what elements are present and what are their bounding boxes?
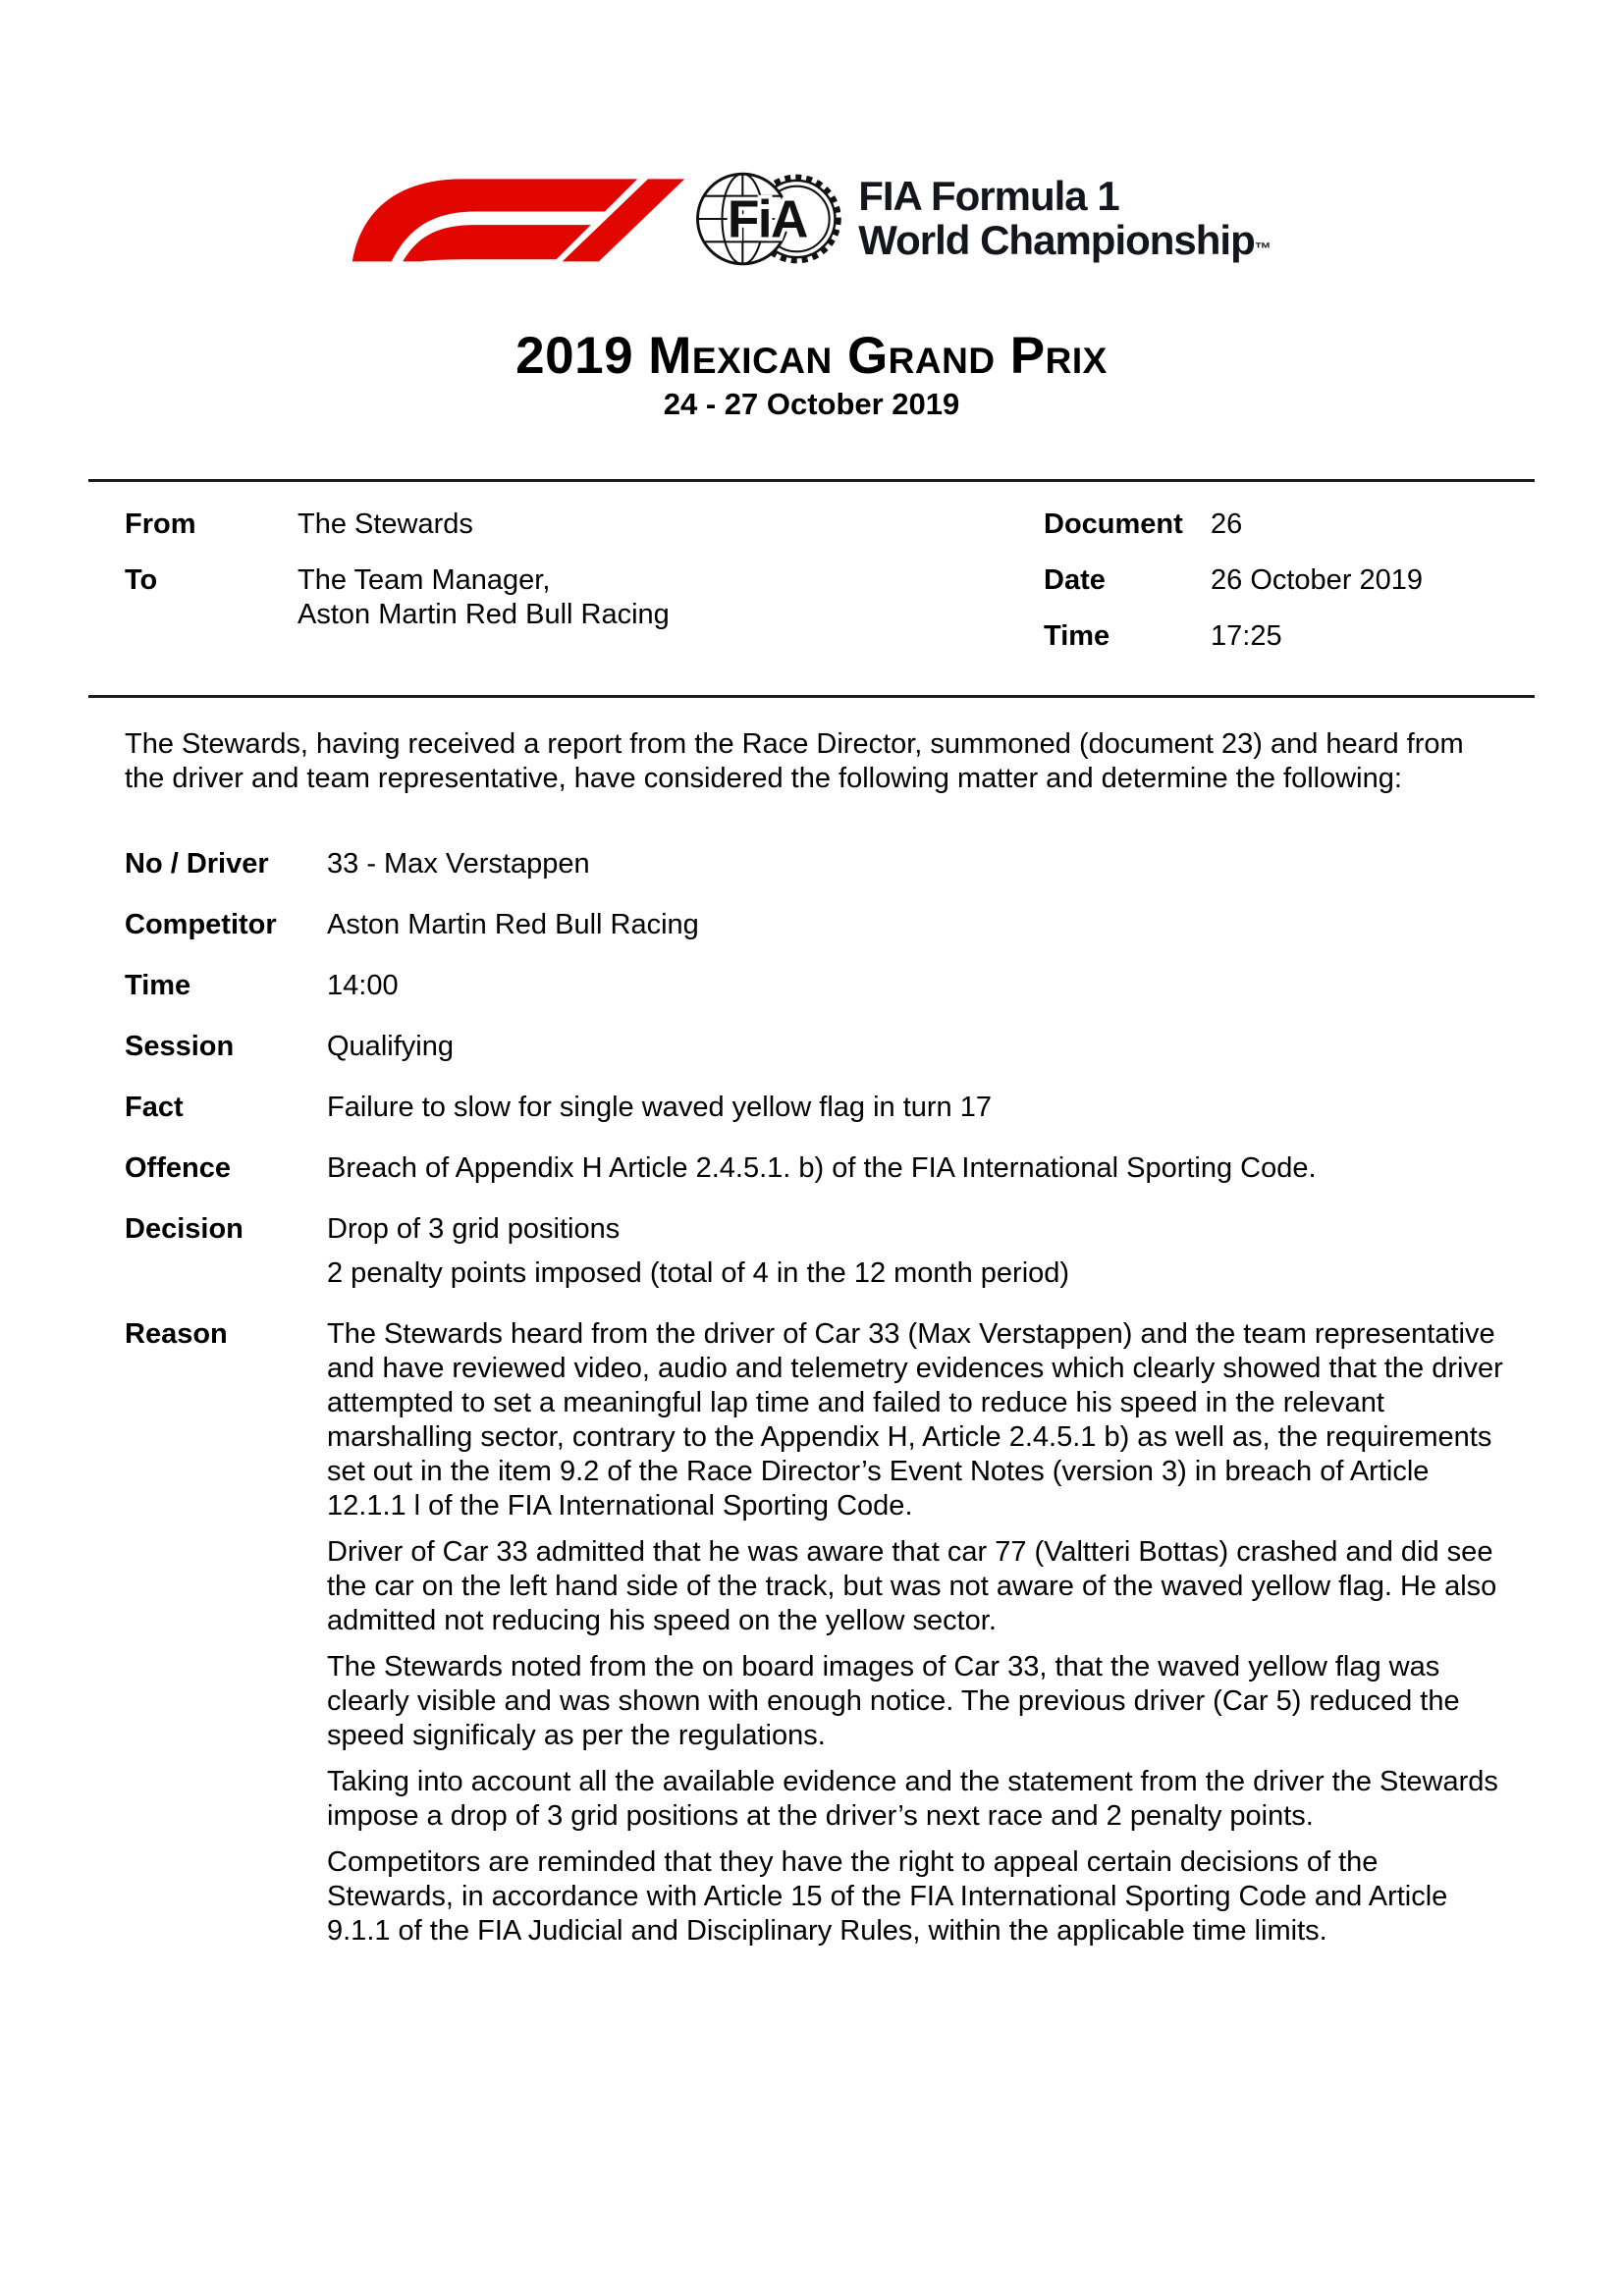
row-label: No / Driver xyxy=(125,848,269,881)
fia-logo-letters: FiA xyxy=(728,190,808,249)
brand-line1: FIA Formula 1 xyxy=(858,173,1119,220)
row-label: Competitor xyxy=(125,909,277,941)
decision-line: Drop of 3 grid positions xyxy=(327,1213,621,1246)
f1-logo-icon xyxy=(352,176,685,262)
row-label: Session xyxy=(125,1031,235,1063)
meta-from-to xyxy=(125,507,670,654)
date-value: 26 October 2019 xyxy=(1211,564,1424,597)
row-label: Reason xyxy=(125,1318,228,1351)
time-value: 17:25 xyxy=(1211,620,1282,653)
reason-paragraph: Taking into account all the available evidence and the statement from the driver the Stewards impose a drop of 3 grid positions at the driver’s next race and 2 penalty points. xyxy=(327,1766,1498,1833)
row-reason xyxy=(125,1317,1505,1949)
row-label: Offence xyxy=(125,1152,231,1185)
fia-logo-icon xyxy=(695,167,842,271)
to-label: To xyxy=(125,564,158,597)
meta-document-info xyxy=(1044,507,1535,654)
meta-section xyxy=(125,507,1535,654)
reason-paragraph: The Stewards noted from the on board images of Car 33, that the waved yellow flag was clearly visible and was shown with enough notice. The previous driver (Car 5) reduced the speed significaly as per the regulations. xyxy=(327,1651,1460,1752)
row-label: Fact xyxy=(125,1092,184,1124)
event-dates: 24 - 27 October 2019 xyxy=(663,387,960,422)
from-label: From xyxy=(125,508,196,541)
divider-top xyxy=(88,479,1535,482)
row-session xyxy=(125,1030,1505,1064)
row-offence xyxy=(125,1151,1505,1186)
row-fact xyxy=(125,1091,1505,1125)
row-label: Time xyxy=(125,970,191,1002)
decision-line: 2 penalty points imposed (total of 4 in the 12 month period) xyxy=(327,1257,1070,1290)
date-label: Date xyxy=(1044,564,1106,597)
row-value: 14:00 xyxy=(327,970,399,1002)
row-value xyxy=(327,1212,1505,1291)
brand-wordmark xyxy=(858,175,1271,263)
document-value: 26 xyxy=(1211,508,1243,541)
brand-line2: World Championship™ xyxy=(858,217,1271,263)
reason-paragraph: Competitors are reminded that they have the right to appeal certain decisions of the Stewards, in accordance with Article 15 of the FIA International Sporting Code and Article 9.1.1 of the FIA Judicial and Disciplinary Rules, within the applicable time limits. xyxy=(327,1846,1448,1948)
row-value: Breach of Appendix H Article 2.4.5.1. b) of the FIA International Sporting Code. xyxy=(327,1152,1317,1185)
row-value: Aston Martin Red Bull Racing xyxy=(327,909,699,941)
to-value: The Team Manager, Aston Martin Red Bull Racing xyxy=(298,564,670,631)
reason-paragraph: The Stewards heard from the driver of Car 33 (Max Verstappen) and the team representative and have reviewed video, audio and telemetry evidences which clearly showed that the driver attempted to set a meaningful lap time and failed to reduce his speed in the relevant marshalling sector, contrary to the Appendix H, Article 2.4.5.1 b) as well as, the requirements set out in the item 9.2 of the Race Director’s Event Notes (version 3) in breach of Article 12.1.1 l of the FIA International Sporting Code. xyxy=(327,1318,1503,1522)
row-value: 33 - Max Verstappen xyxy=(327,848,590,881)
document-label: Document xyxy=(1044,508,1183,541)
trademark-symbol: ™ xyxy=(1254,240,1271,258)
intro-paragraph: The Stewards, having received a report from the Race Director, summoned (document 23) and heard from the driver and team representative, have considered the following matter and determine the following: xyxy=(125,728,1464,795)
row-no-driver xyxy=(125,847,1505,881)
row-competitor xyxy=(125,908,1505,942)
row-value: Qualifying xyxy=(327,1031,454,1063)
header-logo-row xyxy=(0,0,1623,271)
row-time xyxy=(125,969,1505,1003)
row-value xyxy=(327,1317,1505,1949)
from-value: The Stewards xyxy=(298,508,473,541)
reason-paragraph: Driver of Car 33 admitted that he was aware that car 77 (Valtteri Bottas) crashed and did see the car on the left hand side of the track, but was not aware of the waved yellow flag. He also admitted not reducing his speed on the yellow sector. xyxy=(327,1536,1497,1637)
row-value: Failure to slow for single waved yellow flag in turn 17 xyxy=(327,1092,992,1124)
page-title: 2019 Mexican Grand Prix xyxy=(515,327,1108,385)
time-label: Time xyxy=(1044,620,1110,653)
row-label: Decision xyxy=(125,1213,243,1246)
row-decision xyxy=(125,1212,1505,1291)
divider-bottom xyxy=(88,695,1535,698)
details-section xyxy=(125,847,1505,1949)
